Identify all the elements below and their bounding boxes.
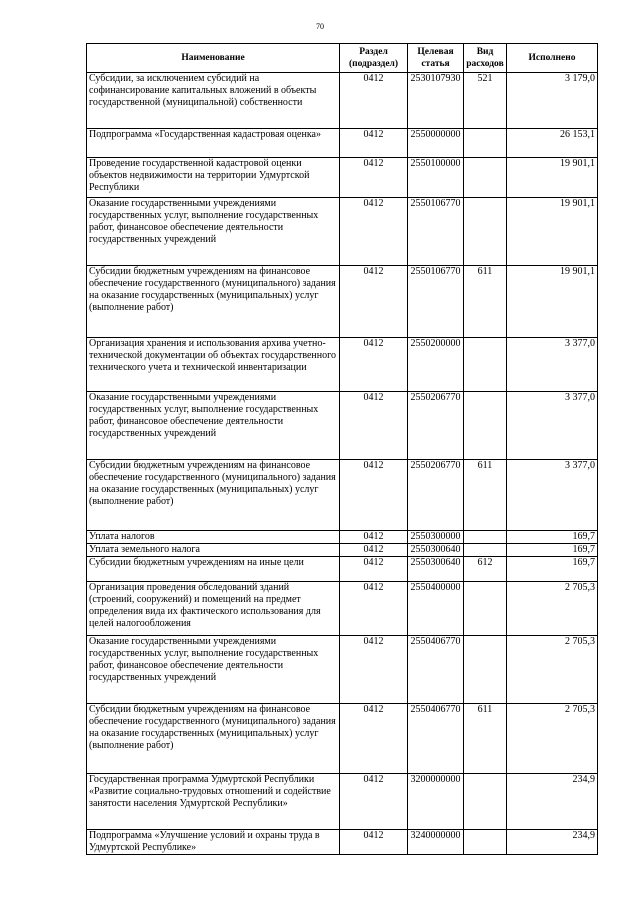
row-type-cell <box>464 636 507 704</box>
row-name-cell: Подпрограмма «Государственная кадастровая оценка» <box>87 129 340 158</box>
row-article-cell: 2550300000 <box>408 531 464 544</box>
row-type-cell <box>464 198 507 266</box>
row-name-cell: Оказание государственными учреждениями государственных услуг, выполнение государственных работ, финансовое обеспечение деятельности государственных учреждений <box>87 392 340 460</box>
row-name-cell: Оказание государственными учреждениями государственных услуг, выполнение государственных работ, финансовое обеспечение деятельности государственных учреждений <box>87 198 340 266</box>
table-row <box>87 582 598 636</box>
row-article-cell: 2550300640 <box>408 557 464 582</box>
row-section-cell: 0412 <box>340 636 408 704</box>
table-row <box>87 557 598 582</box>
row-type-cell: 611 <box>464 266 507 338</box>
table-row <box>87 198 598 266</box>
row-article-cell: 2550406770 <box>408 704 464 774</box>
row-name-cell: Субсидии, за исключением субсидий на софинансирование капитальных вложений в объекты государственной (муниципальной) собственности <box>87 73 340 129</box>
row-sum-cell: 169,7 <box>507 531 598 544</box>
row-type-cell <box>464 582 507 636</box>
row-article-cell: 2550000000 <box>408 129 464 158</box>
row-name-cell: Субсидии бюджетным учреждениям на финансовое обеспечение государственного (муниципального) задания на оказание государственных (муниципальных) услуг (выполнение работ) <box>87 460 340 531</box>
table-row <box>87 392 598 460</box>
row-article-cell: 2550300640 <box>408 544 464 557</box>
row-sum-cell: 3 377,0 <box>507 338 598 392</box>
row-name-cell: Организация хранения и использования архива учетно-технической документации об объектах государственного технического учета и технической инвентаризации <box>87 338 340 392</box>
header-name: Наименование <box>87 44 340 73</box>
row-name-cell: Подпрограмма «Улучшение условий и охраны труда в Удмуртской Республике» <box>87 830 340 855</box>
table-row <box>87 636 598 704</box>
row-sum-cell: 19 901,1 <box>507 158 598 198</box>
row-section-cell: 0412 <box>340 129 408 158</box>
row-article-cell: 2550406770 <box>408 636 464 704</box>
row-name-cell: Субсидии бюджетным учреждениям на финансовое обеспечение государственного (муниципального) задания на оказание государственных (муниципальных) услуг (выполнение работ) <box>87 266 340 338</box>
row-name-cell: Проведение государственной кадастровой оценки объектов недвижимости на территории Удмуртской Республики <box>87 158 340 198</box>
row-name-cell: Уплата налогов <box>87 531 340 544</box>
row-sum-cell: 2 705,3 <box>507 582 598 636</box>
table-row <box>87 73 598 129</box>
row-section-cell: 0412 <box>340 774 408 830</box>
row-type-cell <box>464 129 507 158</box>
header-sum: Исполнено <box>507 44 598 73</box>
row-type-cell: 612 <box>464 557 507 582</box>
row-sum-cell: 19 901,1 <box>507 198 598 266</box>
row-section-cell: 0412 <box>340 266 408 338</box>
table-row <box>87 129 598 158</box>
row-type-cell <box>464 531 507 544</box>
header-type: Вид расходов <box>464 44 507 73</box>
table-row <box>87 460 598 531</box>
row-type-cell: 521 <box>464 73 507 129</box>
row-type-cell: 611 <box>464 704 507 774</box>
table-row <box>87 338 598 392</box>
row-type-cell: 611 <box>464 460 507 531</box>
row-sum-cell: 169,7 <box>507 544 598 557</box>
row-article-cell: 2550206770 <box>408 460 464 531</box>
row-name-cell: Субсидии бюджетным учреждениям на иные цели <box>87 557 340 582</box>
table-body <box>87 73 598 855</box>
row-type-cell <box>464 830 507 855</box>
row-article-cell: 2550106770 <box>408 266 464 338</box>
row-section-cell: 0412 <box>340 830 408 855</box>
table-row <box>87 531 598 544</box>
row-type-cell <box>464 774 507 830</box>
row-section-cell: 0412 <box>340 531 408 544</box>
row-type-cell <box>464 338 507 392</box>
row-sum-cell: 234,9 <box>507 830 598 855</box>
row-section-cell: 0412 <box>340 582 408 636</box>
row-sum-cell: 169,7 <box>507 557 598 582</box>
row-sum-cell: 2 705,3 <box>507 636 598 704</box>
row-article-cell: 2530107930 <box>408 73 464 129</box>
row-section-cell: 0412 <box>340 338 408 392</box>
row-section-cell: 0412 <box>340 392 408 460</box>
row-name-cell: Оказание государственными учреждениями государственных услуг, выполнение государственных работ, финансовое обеспечение деятельности государственных учреждений <box>87 636 340 704</box>
row-article-cell: 2550200000 <box>408 338 464 392</box>
table-row <box>87 704 598 774</box>
table-row <box>87 830 598 855</box>
row-section-cell: 0412 <box>340 198 408 266</box>
table-row <box>87 774 598 830</box>
row-section-cell: 0412 <box>340 460 408 531</box>
row-name-cell: Организация проведения обследований зданий (строений, сооружений) и помещений на предмет определения вида их фактического использования для целей налогообложения <box>87 582 340 636</box>
row-article-cell: 2550206770 <box>408 392 464 460</box>
row-sum-cell: 19 901,1 <box>507 266 598 338</box>
row-name-cell: Государственная программа Удмуртской Республики «Развитие социально-трудовых отношений и содействие занятости населения Удмуртской Республики» <box>87 774 340 830</box>
row-name-cell: Субсидии бюджетным учреждениям на финансовое обеспечение государственного (муниципального) задания на оказание государственных (муниципальных) услуг (выполнение работ) <box>87 704 340 774</box>
row-article-cell: 2550100000 <box>408 158 464 198</box>
row-sum-cell: 2 705,3 <box>507 704 598 774</box>
row-article-cell: 3240000000 <box>408 830 464 855</box>
row-section-cell: 0412 <box>340 73 408 129</box>
row-article-cell: 2550106770 <box>408 198 464 266</box>
row-type-cell <box>464 544 507 557</box>
row-sum-cell: 234,9 <box>507 774 598 830</box>
row-type-cell <box>464 392 507 460</box>
row-sum-cell: 26 153,1 <box>507 129 598 158</box>
row-sum-cell: 3 179,0 <box>507 73 598 129</box>
row-sum-cell: 3 377,0 <box>507 460 598 531</box>
header-section: Раздел (подраздел) <box>340 44 408 73</box>
row-sum-cell: 3 377,0 <box>507 392 598 460</box>
table-row <box>87 544 598 557</box>
table-row <box>87 158 598 198</box>
table-row <box>87 266 598 338</box>
table-header-row <box>87 44 598 73</box>
row-article-cell: 3200000000 <box>408 774 464 830</box>
row-section-cell: 0412 <box>340 557 408 582</box>
budget-table <box>86 43 598 855</box>
page-number: 70 <box>316 22 324 31</box>
row-section-cell: 0412 <box>340 704 408 774</box>
header-article: Целевая статья <box>408 44 464 73</box>
row-article-cell: 2550400000 <box>408 582 464 636</box>
row-type-cell <box>464 158 507 198</box>
row-section-cell: 0412 <box>340 544 408 557</box>
row-name-cell: Уплата земельного налога <box>87 544 340 557</box>
row-section-cell: 0412 <box>340 158 408 198</box>
